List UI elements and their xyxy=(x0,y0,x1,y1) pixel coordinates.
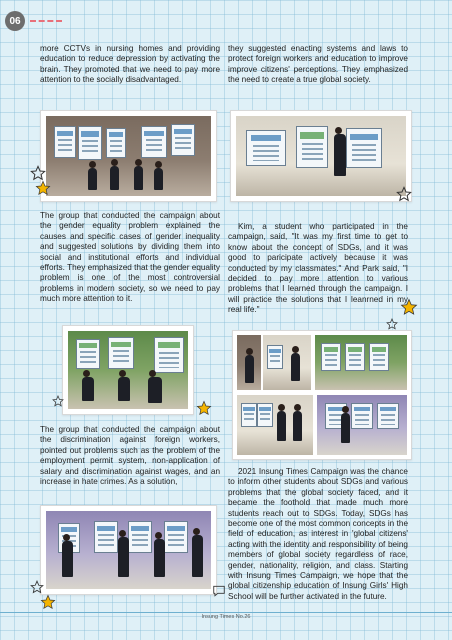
paragraph-cctv: more CCTVs in nursing homes and providing education to reduce depression by activating the brain. They promoted that we need to pay more attention to the socially disadvantaged. xyxy=(40,44,220,85)
photo-campaign-group-2 xyxy=(62,325,194,415)
photo-scene xyxy=(46,116,211,196)
star-outline-icon xyxy=(30,165,46,181)
star-outline-icon xyxy=(396,186,412,202)
footer-text: Insung Times No.26 xyxy=(201,614,251,620)
photo-campaign-presenter xyxy=(230,110,412,202)
paragraph-foreign-workers: The group that conducted the campaign about the discrimination against foreign workers, pointed out problems such as the problem of the employment permit system, non-application of salary and discrimination against wages, and an increase in hate crimes. As a solution, xyxy=(40,425,220,487)
collage-photo-top-mid xyxy=(263,335,311,390)
photo-scene xyxy=(236,116,406,196)
paragraph-campaign-summary: 2021 Insung Times Campaign was the chance to inform other students about SDGs and various problems that the global society faced, and it became the foothold that made much more students reach out to SDGs. Today, SDGs has become one of the most common concepts in the field of education, as interest in 'global citizens' acting with the identity and responsibility of being members of global society regardless of race, gender, nationality, religion, and class. Starting with Insung Times Campaign, we hope that the global citizenship education of Insung Girls' High School will be further activated in the future. xyxy=(228,467,408,601)
photo-collage xyxy=(232,330,412,460)
star-filled-icon xyxy=(35,180,51,196)
star-filled-icon xyxy=(196,400,212,416)
star-outline-icon xyxy=(52,395,64,407)
photo-scene xyxy=(68,331,188,409)
page-number: 06 xyxy=(5,11,25,31)
speech-bubble-icon xyxy=(212,585,226,597)
paragraph-student-quotes: Kim, a student who participated in the campaign, said, "It was my first time to get to know about the concept of SDGs, and it was good to paricipate actively because it was conducted by my classmates." And Park said, "I decided to pay more attention to various problems that I learned through the campaign. I will practice the solutions that I leanrned in my real life." xyxy=(228,222,408,315)
collage-photo-bottom-left xyxy=(237,395,313,455)
collage-photo-top-left xyxy=(237,335,261,390)
star-outline-icon xyxy=(30,580,44,594)
collage-photo-bottom-right xyxy=(317,395,407,455)
star-filled-icon xyxy=(400,298,418,316)
header-dashed-line xyxy=(30,20,62,22)
collage-photo-top-right xyxy=(315,335,407,390)
paragraph-global-society: they suggested enacting systems and laws to protect foreign workers and education to improve improve citizens' perceptions. They emphasized the need to create a true global society. xyxy=(228,44,408,85)
star-outline-icon xyxy=(386,318,398,330)
photo-campaign-group-3 xyxy=(40,505,217,595)
photo-campaign-group-1 xyxy=(40,110,217,202)
paragraph-gender-equality: The group that conducted the campaign about the gender equality problem explained the causes and specific cases of gender inequality and suggested solutions by dividing them into social and institutional efforts and individual efforts. They emphasized that the gender equality problem is one of the most controversial problems in modern society, so we need to pay much more attention to it. xyxy=(40,211,220,304)
star-filled-icon xyxy=(40,594,56,610)
photo-scene xyxy=(46,511,211,589)
